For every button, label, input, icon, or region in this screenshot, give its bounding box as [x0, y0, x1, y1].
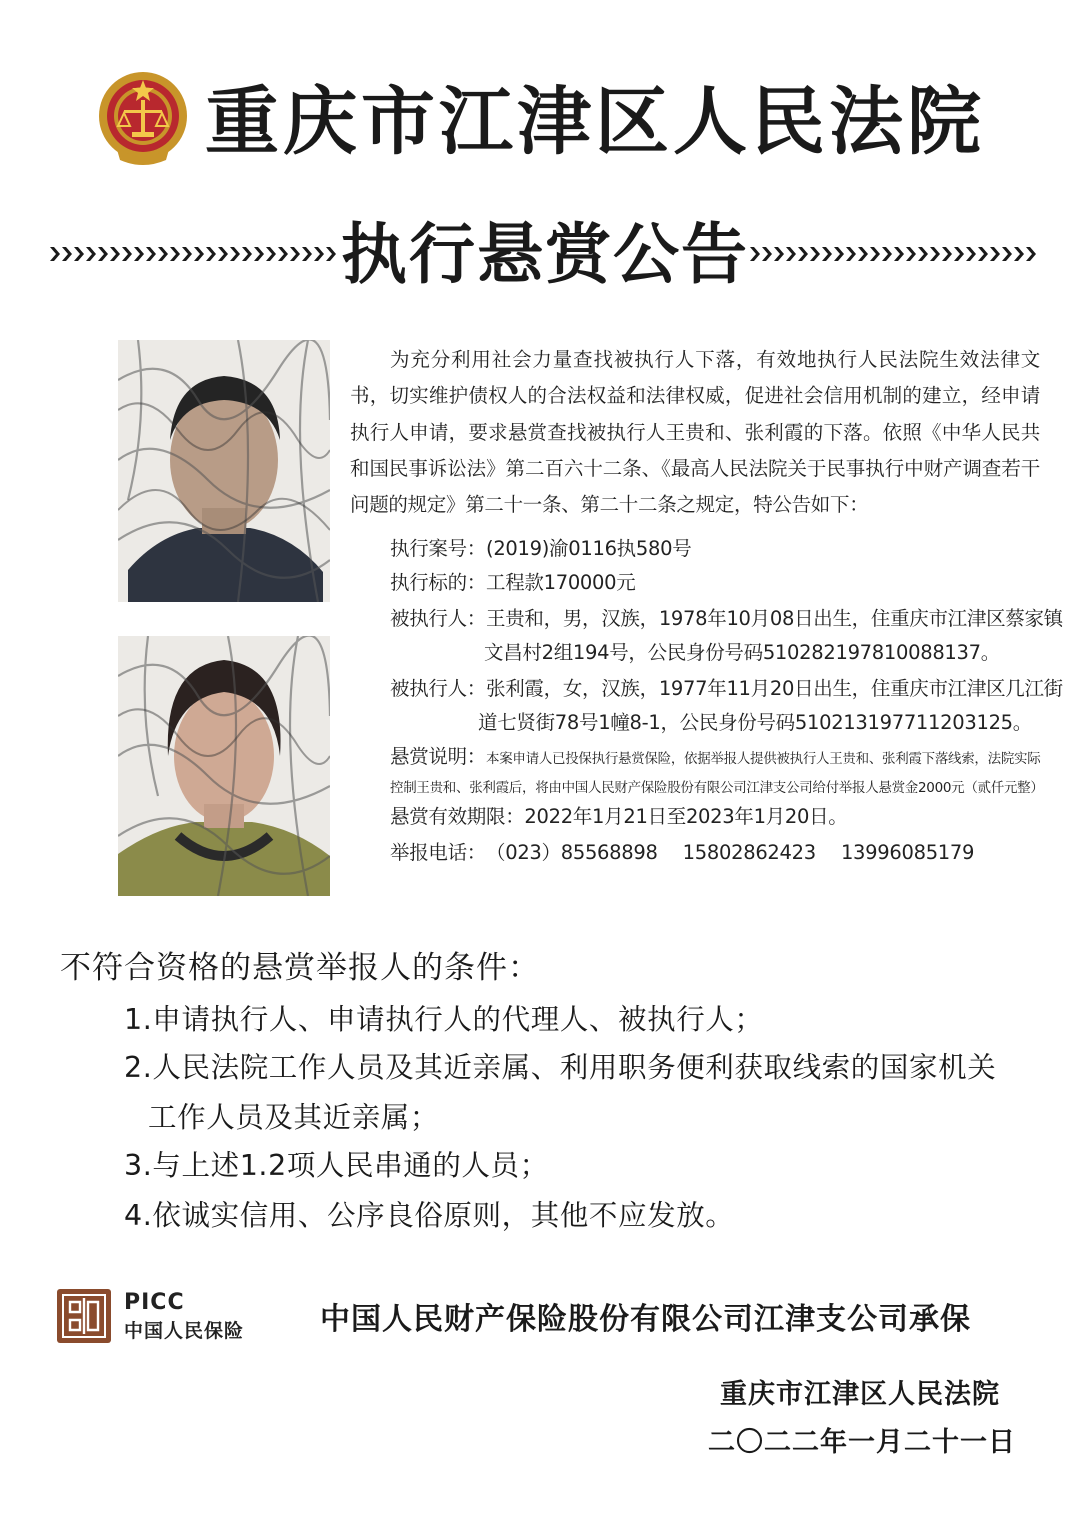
- validity-row: [390, 801, 848, 829]
- chevron-mark: [182, 247, 192, 261]
- chevron-mark: [74, 247, 84, 261]
- subject-value: 工程款170000元: [486, 571, 636, 594]
- person1-row: [390, 603, 1063, 631]
- chevron-mark: [1014, 247, 1024, 261]
- reward-row: [390, 741, 1040, 769]
- chevron-mark: [858, 247, 868, 261]
- reward-line2: 控制王贵和、张利霞后，将由中国人民财产保险股份有限公司江津支公司给付举报人悬赏金2000元（贰仟元整）: [390, 780, 1044, 796]
- validity-value: 2022年1月21日至2023年1月20日。: [524, 805, 848, 828]
- case-number-value: (2019)渝0116执580号: [486, 537, 692, 560]
- case-number-label: 执行案号：: [390, 537, 487, 560]
- person2-row: [390, 673, 1063, 701]
- chevron-mark: [242, 247, 252, 261]
- chevron-mark: [266, 247, 276, 261]
- chevron-mark: [146, 247, 156, 261]
- chevron-mark: [230, 247, 240, 261]
- chevron-mark: [134, 247, 144, 261]
- chevron-mark: [870, 247, 880, 261]
- phone-row: [390, 837, 974, 865]
- chevron-mark: [158, 247, 168, 261]
- condition-item-3: 3.与上述1.2项人民串通的人员；: [124, 1149, 549, 1182]
- chevron-mark: [170, 247, 180, 261]
- court-title: 重庆市江津区人民法院: [205, 79, 985, 165]
- picc-logo-icon: [56, 1288, 112, 1344]
- subject-row: [390, 567, 635, 595]
- chevron-mark: [1002, 247, 1012, 261]
- chevron-mark: [894, 247, 904, 261]
- chevron-mark: [326, 247, 336, 261]
- chevron-mark: [62, 247, 72, 261]
- chevron-mark: [314, 247, 324, 261]
- condition-item-2: 2.人民法院工作人员及其近亲属、利用职务便利获取线索的国家机关: [124, 1051, 997, 1084]
- chevron-mark: [774, 247, 784, 261]
- picc-brand-en: PICC: [124, 1290, 185, 1315]
- chevron-mark: [798, 247, 808, 261]
- person2-label: 被执行人：: [390, 677, 487, 700]
- chevron-mark: [966, 247, 976, 261]
- person1-line1: 王贵和，男，汉族，1978年10月08日出生，住重庆市江津区蔡家镇: [486, 607, 1063, 630]
- condition-item-1: 1.申请执行人、申请执行人的代理人、被执行人；: [124, 1003, 764, 1036]
- person2-line1: 张利霞，女，汉族，1977年11月20日出生，住重庆市江津区几江街: [486, 677, 1063, 700]
- chevron-mark: [918, 247, 928, 261]
- signature-date: 二〇二二年一月二十一日: [708, 1427, 1016, 1458]
- person-photo-male: [118, 340, 330, 602]
- chevron-mark: [194, 247, 204, 261]
- intro-paragraph: 为充分利用社会力量查找被执行人下落，有效地执行人民法院生效法律文书，切实维护债权人的合法权益和法律权威，促进社会信用机制的建立，经申请执行人申请，要求悬赏查找被执行人王贵和、张利霞的下落。依照《中华人民共和国民事诉讼法》第二百六十二条、《最高人民法院关于民事执行中财产调查若干问题的规定》第二十一条、第二十二条之规定，特公告如下：: [350, 348, 1040, 517]
- chevron-mark: [822, 247, 832, 261]
- chevron-mark: [762, 247, 772, 261]
- phone-value: （023）85568898 15802862423 13996085179: [486, 841, 975, 864]
- person1-label: 被执行人：: [390, 607, 487, 630]
- person-photo-female: [118, 636, 330, 896]
- phone-label: 举报电话：: [390, 841, 487, 864]
- chevron-mark: [786, 247, 796, 261]
- subject-label: 执行标的：: [390, 571, 487, 594]
- person1-line2: 文昌村2组194号，公民身份号码510282197810088137。: [484, 641, 1000, 664]
- chevron-mark: [906, 247, 916, 261]
- reward-label: 悬赏说明：: [390, 745, 487, 768]
- chevron-mark: [122, 247, 132, 261]
- chevron-mark: [882, 247, 892, 261]
- signature-court: 重庆市江津区人民法院: [720, 1379, 1000, 1410]
- condition-item-4: 4.依诚实信用、公序良俗原则，其他不应发放。: [124, 1199, 735, 1232]
- conditions-heading: 不符合资格的悬赏举报人的条件：: [60, 950, 540, 986]
- underwriter-text: 中国人民财产保险股份有限公司江津支公司承保: [320, 1302, 971, 1337]
- chevron-divider-left: [50, 244, 340, 264]
- chevron-mark: [750, 247, 760, 261]
- case-number-row: [390, 533, 691, 561]
- chevron-mark: [86, 247, 96, 261]
- chevron-mark: [810, 247, 820, 261]
- chevron-mark: [834, 247, 844, 261]
- chevron-divider-right: [750, 244, 1040, 264]
- court-emblem-icon: [96, 70, 190, 166]
- chevron-mark: [290, 247, 300, 261]
- chevron-mark: [942, 247, 952, 261]
- validity-label: 悬赏有效期限：: [390, 805, 525, 828]
- chevron-mark: [218, 247, 228, 261]
- chevron-mark: [302, 247, 312, 261]
- chevron-mark: [846, 247, 856, 261]
- chevron-mark: [110, 247, 120, 261]
- notice-title: 执行悬赏公告: [341, 216, 749, 293]
- person2-line2: 道七贤街78号1幢8-1，公民身份号码510213197711203125。: [478, 711, 1032, 734]
- picc-brand-cn: 中国人民保险: [124, 1320, 245, 1342]
- chevron-mark: [50, 247, 60, 261]
- chevron-mark: [254, 247, 264, 261]
- chevron-mark: [954, 247, 964, 261]
- chevron-mark: [978, 247, 988, 261]
- chevron-mark: [278, 247, 288, 261]
- chevron-mark: [930, 247, 940, 261]
- chevron-mark: [206, 247, 216, 261]
- chevron-mark: [98, 247, 108, 261]
- chevron-mark: [990, 247, 1000, 261]
- condition-item-2-cont: 工作人员及其近亲属；: [148, 1101, 440, 1134]
- chevron-mark: [1026, 247, 1036, 261]
- reward-line1: 本案申请人已投保执行悬赏保险，依据举报人提供被执行人王贵和、张利霞下落线索，法院实际: [486, 751, 1041, 767]
